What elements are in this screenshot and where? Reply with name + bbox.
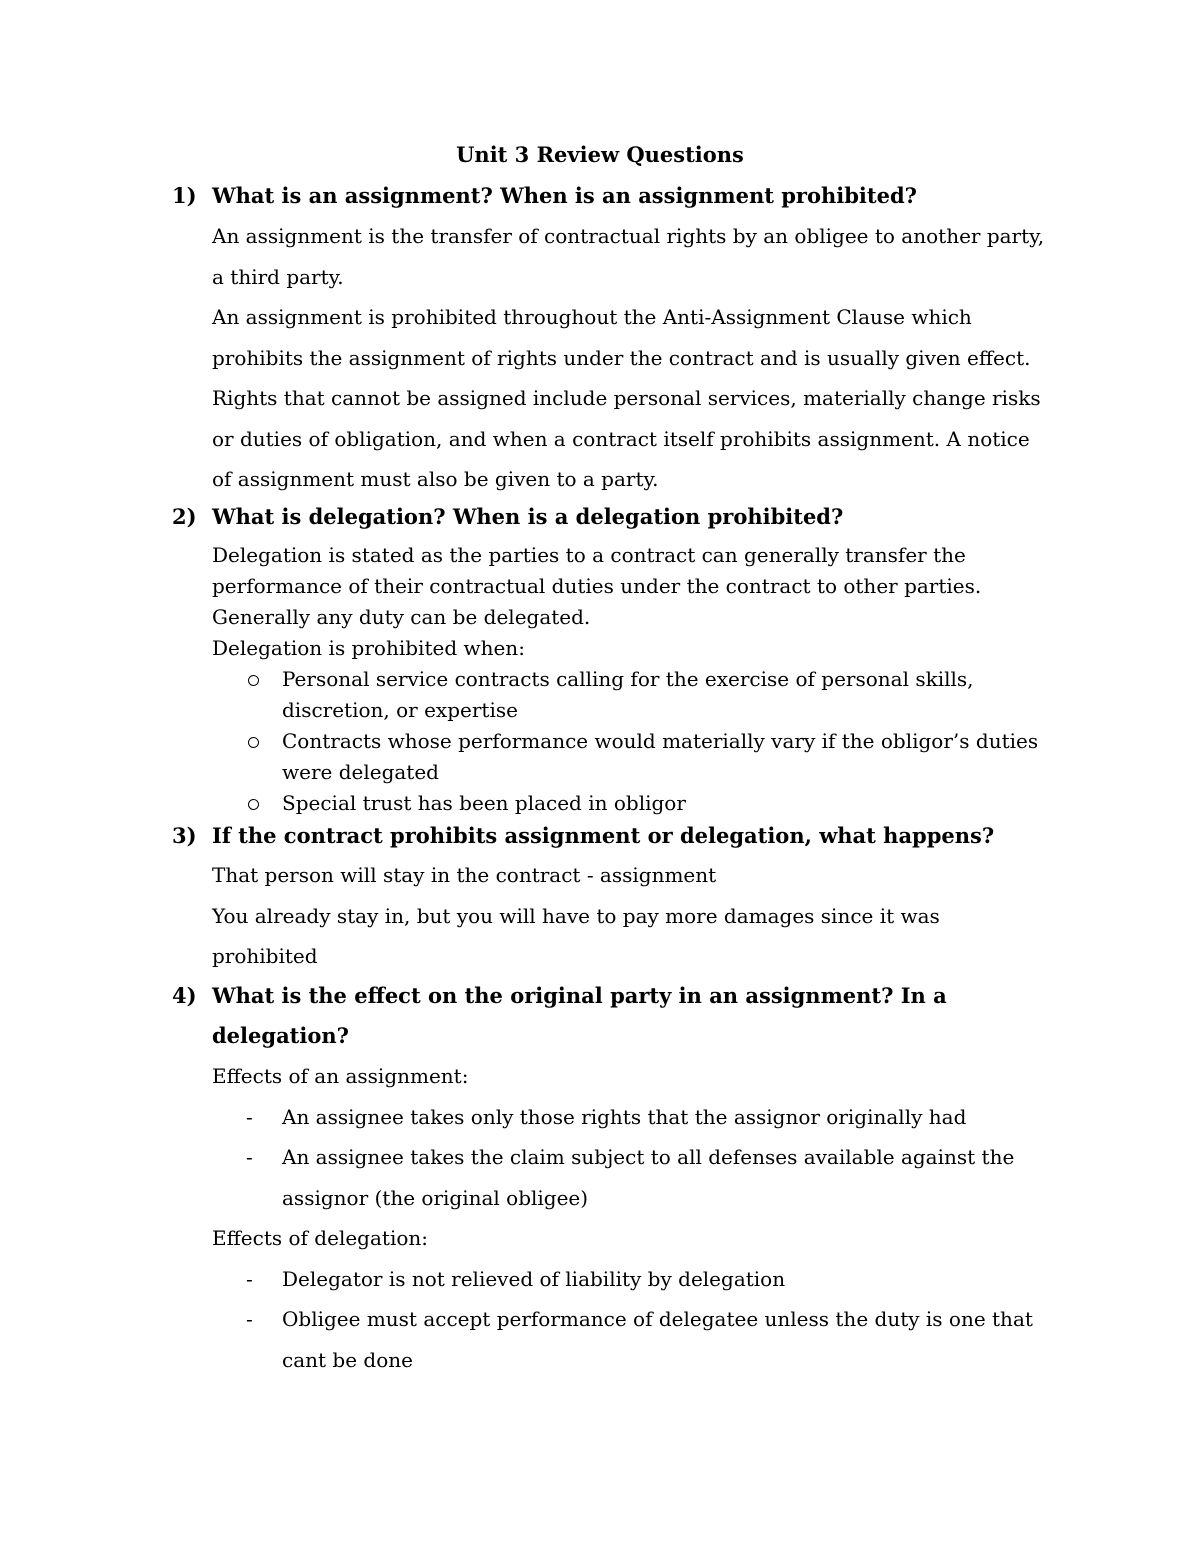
answer-line: or duties of obligation, and when a contract itself prohibits assignment. A notice [212, 426, 1030, 451]
circle-bullet-icon [248, 799, 259, 810]
list-item: Personal service contracts calling for the exercise of personal skills, discretion, or expertise [212, 664, 1072, 726]
list-item: Contracts whose performance would materially vary if the obligor’s duties were delegated [212, 726, 1072, 788]
answer-line: performance of their contractual duties under the contract to other parties. [212, 574, 982, 598]
answer-2 [212, 540, 1072, 819]
list-item: Special trust has been placed in obligor [212, 788, 1072, 819]
question-number: 3) [172, 823, 197, 848]
question-number: 2) [172, 504, 197, 529]
question-text: What is an assignment? When is an assignment prohibited? [212, 183, 917, 208]
answer-line: Delegation is stated as the parties to a contract can generally transfer the [212, 543, 966, 567]
assignment-heading: Effects of an assignment: [212, 1064, 469, 1088]
circle-bullet-icon [248, 737, 259, 748]
answer-line: of assignment must also be given to a party. [212, 467, 659, 491]
question-2 [172, 497, 1072, 537]
answer-line: prohibited [212, 944, 318, 968]
answer-1 [212, 216, 1072, 500]
answer-line: a third party. [212, 264, 344, 289]
question-1 [172, 176, 1072, 216]
dash-bullet-icon: - [246, 1145, 253, 1169]
list-item: - Obligee must accept performance of delegatee unless the duty is one that cant be done [212, 1299, 1072, 1380]
answer-line: Delegation is prohibited when: [212, 636, 525, 660]
answer-line: You already stay in, but you will have to pay more damages since it was [212, 903, 940, 928]
list-item: - An assignee takes the claim subject to all defenses available against the assignor (the original obligee) [212, 1137, 1072, 1218]
answer-line: Generally any duty can be delegated. [212, 605, 591, 629]
answer-line: An assignment is prohibited throughout the Anti-Assignment Clause which [212, 305, 972, 329]
question-number: 4) [172, 983, 197, 1008]
dash-bullet-icon: - [246, 1307, 253, 1331]
list-item: - An assignee takes only those rights that the assignor originally had [212, 1097, 1072, 1138]
question-3 [172, 816, 1072, 856]
answer-line: Rights that cannot be assigned include personal services, materially change risks [212, 386, 1041, 410]
dash-bullet-icon: - [246, 1266, 253, 1291]
answer-4 [212, 1056, 1072, 1380]
dash-bullet-icon: - [246, 1104, 253, 1129]
page-title: Unit 3 Review Questions [456, 142, 744, 167]
list-item: - Delegator is not relieved of liability by delegation [212, 1259, 1072, 1300]
question-number: 1) [172, 183, 197, 208]
question-4 [172, 976, 1072, 1056]
question-text: What is the effect on the original party in an assignment? In a [212, 983, 947, 1008]
delegation-heading: Effects of delegation: [212, 1226, 428, 1250]
answer-3 [212, 855, 1072, 977]
answer-line: An assignment is the transfer of contractual rights by an obligee to another party, [212, 224, 1045, 248]
question-text-continued: delegation? [212, 1023, 349, 1048]
question-text: What is delegation? When is a delegation prohibited? [212, 504, 844, 529]
answer-line: prohibits the assignment of rights under the contract and is usually given effect. [212, 345, 1031, 370]
question-text: If the contract prohibits assignment or delegation, what happens? [212, 823, 995, 848]
circle-bullet-icon [248, 675, 259, 686]
answer-line: That person will stay in the contract - assignment [212, 863, 717, 887]
